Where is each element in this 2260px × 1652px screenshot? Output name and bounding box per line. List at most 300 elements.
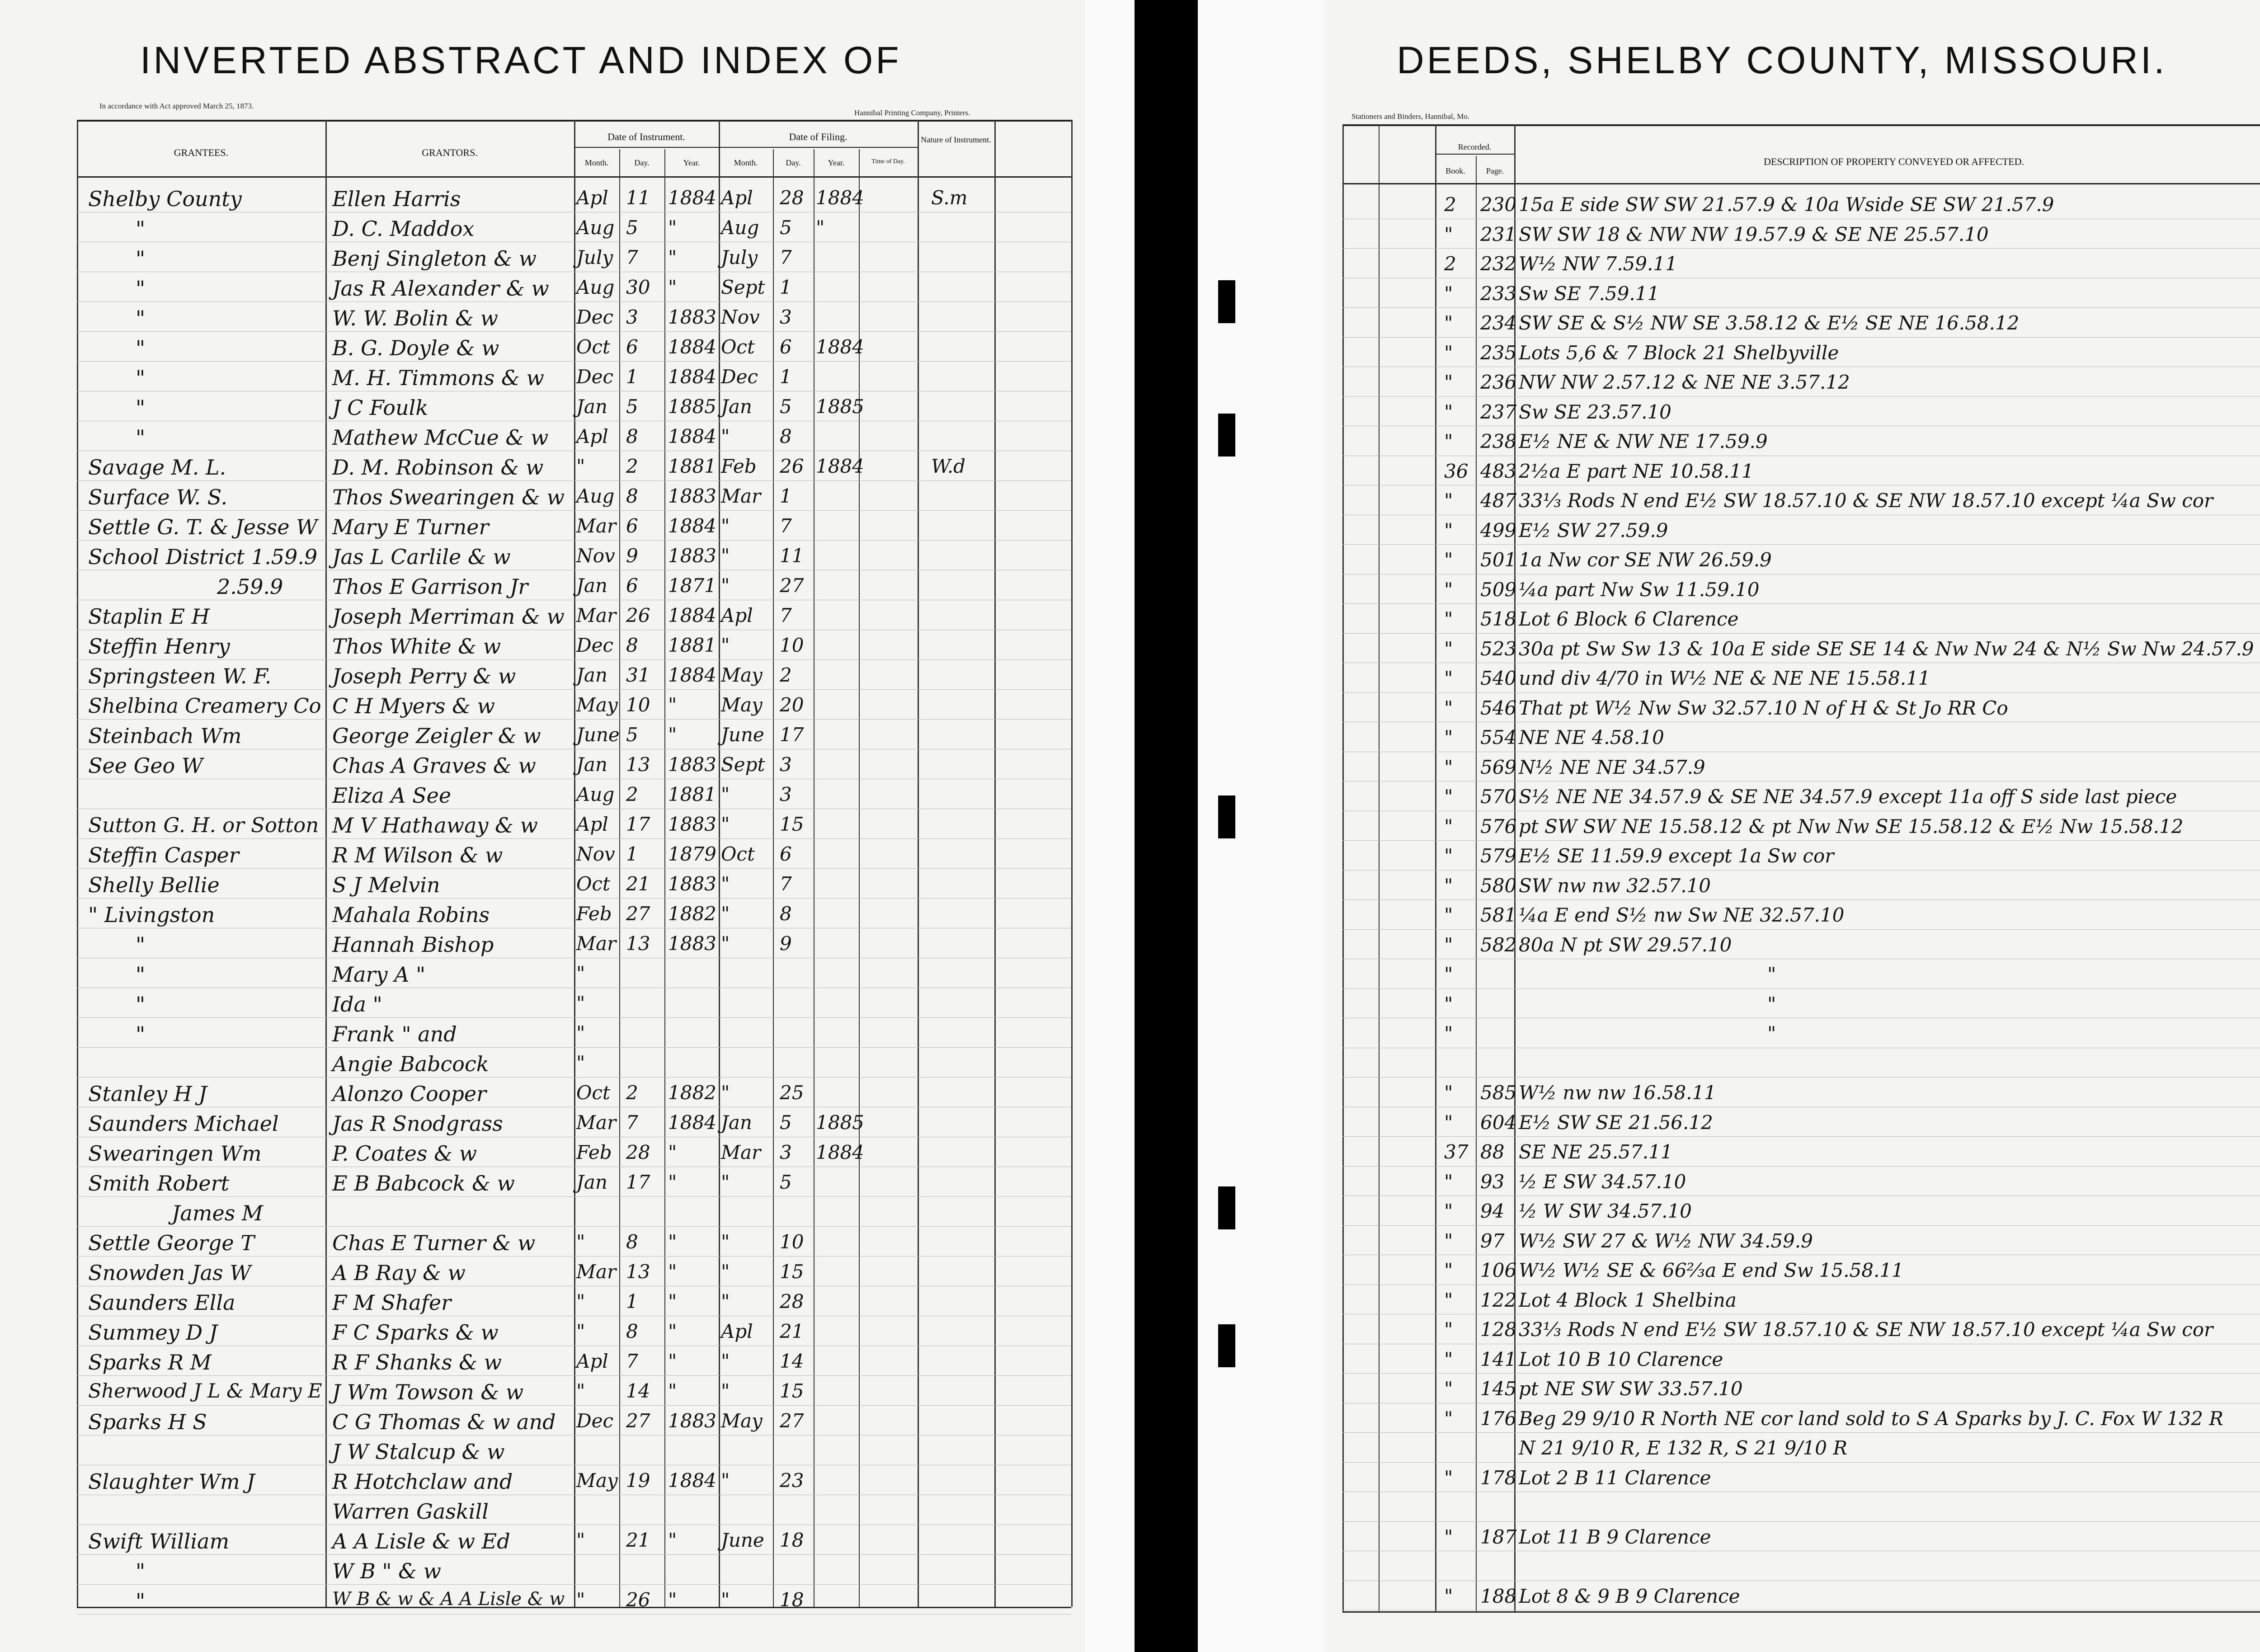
row-rule <box>1342 1225 2260 1226</box>
row-rule <box>1342 1521 2260 1522</box>
column-divider <box>1435 124 1436 1611</box>
row-rule <box>77 1256 1071 1257</box>
column-divider <box>918 120 919 1607</box>
inst-month-cell: Jan <box>576 1171 607 1193</box>
book-cell: " <box>1444 697 1453 719</box>
book-cell: " <box>1444 371 1453 393</box>
grantee-cell: Sparks R M <box>88 1350 212 1374</box>
page-cell: 188 <box>1480 1585 1517 1607</box>
inst-month-cell: " <box>576 1320 585 1342</box>
description-cell: Lot 2 B 11 Clarence <box>1519 1467 1711 1489</box>
grantor-cell: D. M. Robinson & w <box>332 455 544 480</box>
inst-month-cell: " <box>576 1052 585 1074</box>
book-cell: " <box>1444 786 1453 808</box>
book-cell: " <box>1444 223 1453 245</box>
header-nature: Nature of Instrument. <box>921 135 991 144</box>
inst-year-cell: " <box>668 246 677 268</box>
grantor-cell: C H Myers & w <box>332 694 495 718</box>
fil-day-cell: 28 <box>780 1290 804 1313</box>
header-bottom-rule <box>1342 183 2260 184</box>
row-rule <box>77 1196 1071 1197</box>
fil-month-cell: " <box>721 634 730 656</box>
fil-day-cell: 1 <box>780 366 792 388</box>
inst-day-cell: 6 <box>626 515 638 537</box>
inst-month-cell: Apl <box>576 1350 608 1372</box>
book-cell: 37 <box>1444 1141 1469 1163</box>
fil-day-cell: 25 <box>780 1082 804 1104</box>
binding-hole <box>1218 795 1235 838</box>
book-cell: " <box>1444 934 1453 956</box>
inst-month-cell: Mar <box>576 932 617 955</box>
description-cell: ¼a E end S½ nw Sw NE 32.57.10 <box>1519 904 1845 926</box>
description-cell: Beg 29 9/10 R North NE cor land sold to S A Sparks by J. C. Fox W 132 R <box>1519 1407 2223 1430</box>
grantee-cell: Shelby County <box>88 187 242 211</box>
page-cell: 501 <box>1480 549 1517 571</box>
inst-day-cell: 17 <box>626 1171 650 1193</box>
description-cell: ¼a part Nw Sw 11.59.10 <box>1519 579 1760 601</box>
fil-year-cell: 1884 <box>816 336 864 358</box>
grantor-cell: B. G. Doyle & w <box>332 336 499 360</box>
page-cell: 238 <box>1480 430 1517 452</box>
fil-day-cell: 1 <box>780 485 792 507</box>
page-cell: 97 <box>1480 1230 1505 1252</box>
inst-year-cell: " <box>668 1261 677 1283</box>
column-divider <box>325 120 327 1607</box>
column-divider <box>664 149 665 1607</box>
row-rule <box>1342 337 2260 338</box>
inst-year-cell: " <box>668 694 677 716</box>
fil-day-cell: 3 <box>780 306 792 328</box>
fil-day-cell: 27 <box>780 574 804 597</box>
column-divider <box>1071 120 1073 1607</box>
inst-day-cell: 26 <box>626 604 650 626</box>
grantor-cell: Mahala Robins <box>332 903 490 927</box>
description-cell: Lot 4 Block 1 Shelbina <box>1519 1289 1737 1311</box>
row-rule <box>77 689 1071 690</box>
inst-month-cell: Aug <box>576 217 615 239</box>
grantee-cell: Savage M. L. <box>88 455 226 480</box>
inst-year-cell: " <box>668 1141 677 1163</box>
inst-month-cell: Dec <box>576 634 614 656</box>
inst-year-cell: 1881 <box>668 783 716 805</box>
header-recorded: Recorded. <box>1458 142 1492 151</box>
date-subheader-rule <box>574 147 918 148</box>
grantor-cell: Joseph Perry & w <box>332 664 516 688</box>
fil-day-cell: 3 <box>780 1141 792 1163</box>
inst-year-cell: " <box>668 1380 677 1402</box>
description-cell: NW NW 2.57.12 & NE NE 3.57.12 <box>1519 371 1850 393</box>
description-cell: E½ SE 11.59.9 except 1a Sw cor <box>1519 845 1834 867</box>
fil-day-cell: 5 <box>780 1111 792 1134</box>
grantor-cell: E B Babcock & w <box>332 1171 515 1195</box>
inst-month-cell: Feb <box>576 1141 612 1163</box>
book-cell: " <box>1444 1585 1453 1607</box>
grantor-cell: S J Melvin <box>332 873 440 897</box>
page-cell: 145 <box>1480 1378 1517 1400</box>
inst-month-cell: Aug <box>576 276 615 298</box>
inst-day-cell: 5 <box>626 724 638 746</box>
fil-day-cell: 3 <box>780 753 792 776</box>
inst-day-cell: 2 <box>626 1082 638 1104</box>
inst-month-cell: " <box>576 1290 585 1313</box>
row-rule <box>77 1226 1071 1227</box>
binding-hole <box>1155 1182 1172 1225</box>
fil-month-cell: " <box>721 903 730 925</box>
fil-day-cell: 23 <box>780 1469 804 1492</box>
inst-year-cell: 1883 <box>668 485 716 507</box>
fil-year-cell: 1884 <box>816 455 864 477</box>
inst-month-cell: May <box>576 694 618 716</box>
description-cell: That pt W½ Nw Sw 32.57.10 N of H & St Jo RR Co <box>1519 697 2008 719</box>
inst-day-cell: 1 <box>626 843 638 865</box>
header-page: Page. <box>1486 166 1504 175</box>
description-cell: N½ NE NE 34.57.9 <box>1519 756 1705 778</box>
page-cell: 604 <box>1480 1111 1517 1134</box>
page-cell: 585 <box>1480 1082 1517 1104</box>
fil-day-cell: 1 <box>780 276 792 298</box>
fil-day-cell: 15 <box>780 1380 804 1402</box>
description-cell: Sw SE 23.57.10 <box>1519 401 1671 423</box>
column-divider <box>1476 156 1477 1611</box>
grantee-cell: Sparks H S <box>88 1410 207 1434</box>
row-rule <box>77 480 1071 481</box>
inst-year-cell: " <box>668 276 677 298</box>
grantor-cell: Thos E Garrison Jr <box>332 574 528 599</box>
row-rule <box>1342 929 2260 930</box>
page-cell: 128 <box>1480 1318 1517 1341</box>
inst-day-cell: 9 <box>626 545 638 567</box>
book-cell: " <box>1444 875 1453 897</box>
inst-day-cell: 28 <box>626 1141 650 1163</box>
grantee-cell: Steinbach Wm <box>88 724 242 748</box>
page-cell: 230 <box>1480 193 1517 216</box>
inst-month-cell: Dec <box>576 1410 614 1432</box>
book-cell: " <box>1444 1200 1453 1222</box>
grantee-cell: Summey D J <box>88 1320 218 1345</box>
inst-year-cell: 1881 <box>668 455 716 477</box>
fil-month-cell: " <box>721 545 730 567</box>
inst-day-cell: 5 <box>626 217 638 239</box>
grantee-cell: Sherwood J L & Mary E <box>88 1380 322 1403</box>
header-time-of-day: Time of Day. <box>871 158 905 165</box>
header-book: Book. <box>1445 166 1465 175</box>
inst-day-cell: 8 <box>626 485 638 507</box>
inst-day-cell: 11 <box>626 187 650 209</box>
row-rule <box>1342 899 2260 900</box>
stationer-imprint: Stationers and Binders, Hannibal, Mo. <box>1351 112 1470 121</box>
grantee-cell: Saunders Ella <box>88 1290 235 1315</box>
row-rule <box>1342 870 2260 871</box>
inst-day-cell: 26 <box>626 1589 650 1611</box>
grantee-cell: " <box>136 246 146 271</box>
inst-year-cell: " <box>668 1320 677 1342</box>
page-cell: 579 <box>1480 845 1517 867</box>
fil-day-cell: 7 <box>780 246 792 268</box>
grantor-cell: Ida " <box>332 992 382 1017</box>
grantee-cell: " <box>136 1022 146 1046</box>
inst-month-cell: " <box>576 455 585 477</box>
row-rule <box>1342 603 2260 604</box>
fil-month-cell: Feb <box>721 455 757 477</box>
grantee-cell: " <box>136 1559 146 1583</box>
grantor-cell: Hannah Bishop <box>332 932 494 957</box>
fil-day-cell: 5 <box>780 1171 792 1193</box>
fil-day-cell: 5 <box>780 395 792 418</box>
fil-month-cell: Mar <box>721 485 761 507</box>
fil-month-cell: " <box>721 1231 730 1253</box>
inst-month-cell: " <box>576 1231 585 1253</box>
inst-month-cell: " <box>576 1380 585 1402</box>
inst-year-cell: " <box>668 724 677 746</box>
page-cell: 235 <box>1480 342 1517 364</box>
header-inst-month: Month. <box>584 158 609 167</box>
inst-year-cell: 1884 <box>668 515 716 537</box>
column-divider <box>773 149 774 1607</box>
description-cell: 1a Nw cor SE NW 26.59.9 <box>1519 549 1772 571</box>
grantee-cell: See Geo W <box>88 753 203 778</box>
book-cell: " <box>1444 993 1453 1015</box>
grantor-cell: R F Shanks & w <box>332 1350 502 1374</box>
description-cell: pt NE SW SW 33.57.10 <box>1519 1378 1743 1400</box>
page-cell: 187 <box>1480 1526 1517 1548</box>
book-cell: 36 <box>1444 460 1469 482</box>
fil-month-cell: " <box>721 1261 730 1283</box>
page-cell: 518 <box>1480 608 1517 630</box>
inst-year-cell: 1884 <box>668 664 716 686</box>
row-rule <box>77 1554 1071 1555</box>
fil-month-cell: Aug <box>721 217 759 239</box>
fil-day-cell: 2 <box>780 664 792 686</box>
fil-month-cell: Sept <box>721 753 765 776</box>
right-page-title: DEEDS, SHELBY COUNTY, MISSOURI. <box>1397 39 2167 81</box>
row-rule <box>1342 633 2260 634</box>
fil-month-cell: " <box>721 873 730 895</box>
fil-day-cell: 21 <box>780 1320 804 1342</box>
fil-month-cell: " <box>721 1290 730 1313</box>
header-inst-day: Day. <box>634 158 650 167</box>
column-divider <box>859 149 860 1607</box>
inst-year-cell: " <box>668 1171 677 1193</box>
left-ledger-page <box>0 0 1112 1652</box>
inst-month-cell: Dec <box>576 306 614 328</box>
book-cell: " <box>1444 489 1453 512</box>
book-cell: " <box>1444 549 1453 571</box>
description-cell: SE NE 25.57.11 <box>1519 1141 1673 1163</box>
inst-year-cell: 1884 <box>668 604 716 626</box>
fil-day-cell: 5 <box>780 217 792 239</box>
grantor-cell: A B Ray & w <box>332 1261 466 1285</box>
description-cell: ½ W SW 34.57.10 <box>1519 1200 1692 1222</box>
inst-day-cell: 13 <box>626 932 650 955</box>
page-cell: 546 <box>1480 697 1517 719</box>
grantee-cell: 2.59.9 <box>217 574 283 599</box>
grantee-cell: Swift William <box>88 1529 230 1553</box>
fil-month-cell: " <box>721 1171 730 1193</box>
fil-year-cell: 1884 <box>816 187 864 209</box>
fil-month-cell: Oct <box>721 843 755 865</box>
book-cell: " <box>1444 312 1453 334</box>
book-cell: " <box>1444 963 1453 985</box>
fil-day-cell: 18 <box>780 1589 804 1611</box>
inst-year-cell: 1883 <box>668 813 716 835</box>
page-cell: 487 <box>1480 489 1517 512</box>
act-note: In accordance with Act approved March 25, 1873. <box>99 102 254 110</box>
binding-strip-right <box>1198 0 1324 1652</box>
book-cell: " <box>1444 519 1453 541</box>
binding-hole <box>1155 791 1172 834</box>
binding-strip-left <box>1085 0 1135 1652</box>
grantor-cell: W. W. Bolin & w <box>332 306 499 330</box>
page-cell: 237 <box>1480 401 1517 423</box>
fil-month-cell: Apl <box>721 1320 753 1342</box>
grantee-cell: Saunders Michael <box>88 1111 279 1136</box>
grantee-cell: Settle G. T. & Jesse W <box>88 515 318 539</box>
inst-month-cell: " <box>576 962 585 984</box>
grantor-cell: W B & w & A A Lisle & w <box>332 1589 565 1610</box>
grantor-cell: Warren Gaskill <box>332 1499 489 1524</box>
grantor-cell: D. C. Maddox <box>332 217 475 241</box>
inst-year-cell: 1884 <box>668 425 716 447</box>
grantee-cell: " <box>136 306 146 330</box>
grantor-cell: Alonzo Cooper <box>332 1082 487 1106</box>
fil-day-cell: 8 <box>780 425 792 447</box>
fil-month-cell: July <box>721 246 758 268</box>
description-cell: SW SE & S½ NW SE 3.58.12 & E½ SE NE 16.58.12 <box>1519 312 2020 334</box>
inst-month-cell: Nov <box>576 545 615 567</box>
row-rule <box>77 361 1071 362</box>
grantee-cell: " <box>136 395 146 420</box>
fil-month-cell: Dec <box>721 366 758 388</box>
inst-day-cell: 3 <box>626 306 638 328</box>
inst-month-cell: July <box>576 246 613 268</box>
page-cell: 93 <box>1480 1171 1505 1193</box>
page-cell: 582 <box>1480 934 1517 956</box>
description-cell: W½ SW 27 & W½ NW 34.59.9 <box>1519 1230 1813 1252</box>
inst-month-cell: Aug <box>576 485 615 507</box>
fil-day-cell: 15 <box>780 813 804 835</box>
grantor-cell: Eliza A See <box>332 783 452 808</box>
inst-year-cell: 1882 <box>668 1082 716 1104</box>
description-cell: S½ NE NE 34.57.9 & SE NE 34.57.9 except 11a off S side last piece <box>1519 786 2177 808</box>
fil-month-cell: Apl <box>721 187 753 209</box>
book-cell: " <box>1444 756 1453 778</box>
inst-day-cell: 6 <box>626 574 638 597</box>
fil-month-cell: " <box>721 1082 730 1104</box>
row-rule <box>1342 1462 2260 1463</box>
fil-day-cell: 7 <box>780 515 792 537</box>
header-fil-day: Day. <box>786 158 801 167</box>
table-bottom-rule <box>1342 1611 2260 1613</box>
page-cell: 569 <box>1480 756 1517 778</box>
book-cell: " <box>1444 1348 1453 1370</box>
inst-day-cell: 8 <box>626 425 638 447</box>
grantee-cell: " <box>136 1589 146 1613</box>
inst-year-cell: 1883 <box>668 873 716 895</box>
inst-day-cell: 7 <box>626 1350 638 1372</box>
description-cell: SW SW 18 & NW NW 19.57.9 & SE NE 25.57.10 <box>1519 223 1989 245</box>
description-cell: Lot 8 & 9 B 9 Clarence <box>1519 1585 1740 1607</box>
fil-month-cell: " <box>721 1380 730 1402</box>
page-cell: 580 <box>1480 875 1517 897</box>
fil-day-cell: 17 <box>780 724 804 746</box>
fil-month-cell: " <box>721 813 730 835</box>
grantor-cell: J Wm Towson & w <box>332 1380 524 1404</box>
grantee-cell: " <box>136 276 146 301</box>
grantor-cell: P. Coates & w <box>332 1141 477 1166</box>
inst-day-cell: 17 <box>626 813 650 835</box>
grantee-cell: Steffin Casper <box>88 843 239 867</box>
fil-month-cell: May <box>721 664 763 686</box>
fil-month-cell: June <box>721 1529 764 1551</box>
inst-month-cell: Jan <box>576 395 607 418</box>
page-cell: 236 <box>1480 371 1517 393</box>
fil-day-cell: 18 <box>780 1529 804 1551</box>
inst-day-cell: 7 <box>626 1111 638 1134</box>
row-rule <box>1342 1195 2260 1196</box>
grantor-cell: M V Hathaway & w <box>332 813 538 838</box>
fil-day-cell: 10 <box>780 634 804 656</box>
grantor-cell: Mathew McCue & w <box>332 425 549 450</box>
grantee-cell: Surface W. S. <box>88 485 228 509</box>
fil-day-cell: 8 <box>780 903 792 925</box>
nature-cell: S.m <box>931 187 968 209</box>
inst-year-cell: 1884 <box>668 366 716 388</box>
inst-month-cell: Apl <box>576 187 608 209</box>
grantee-cell: " <box>136 425 146 450</box>
grantee-cell: Sutton G. H. or Sotton <box>88 813 319 837</box>
page-cell: 178 <box>1480 1467 1517 1489</box>
book-cell: " <box>1444 342 1453 364</box>
row-rule <box>77 898 1071 899</box>
column-divider <box>994 120 996 1607</box>
nature-cell: W.d <box>931 455 966 477</box>
inst-day-cell: 10 <box>626 694 650 716</box>
description-cell: " <box>1767 963 1776 985</box>
row-rule <box>77 868 1071 869</box>
fil-year-cell: 1884 <box>816 1141 864 1163</box>
page-cell: 231 <box>1480 223 1517 245</box>
book-cell: " <box>1444 608 1453 630</box>
inst-month-cell: Oct <box>576 336 610 358</box>
grantor-cell: R M Wilson & w <box>332 843 503 867</box>
description-cell: 33⅓ Rods N end E½ SW 18.57.10 & SE NW 18.57.10 except ¼a Sw cor <box>1519 1318 2213 1341</box>
right-ledger-page <box>1324 0 2260 1652</box>
binding-hole <box>1218 1324 1235 1367</box>
grantee-cell: " <box>136 992 146 1017</box>
row-rule <box>1342 1136 2260 1137</box>
inst-month-cell: " <box>576 1529 585 1551</box>
row-rule <box>77 659 1071 660</box>
book-cell: " <box>1444 1082 1453 1104</box>
page-cell: 176 <box>1480 1407 1517 1430</box>
inst-month-cell: Nov <box>576 843 615 865</box>
book-cell: " <box>1444 1022 1453 1045</box>
grantor-cell: W B " & w <box>332 1559 442 1583</box>
description-cell: W½ NW 7.59.11 <box>1519 253 1677 275</box>
fil-year-cell: 1885 <box>816 1111 864 1134</box>
description-cell: E½ SW 27.59.9 <box>1519 519 1668 541</box>
fil-day-cell: 27 <box>780 1410 804 1432</box>
binding-hole <box>1218 1186 1235 1229</box>
fil-month-cell: " <box>721 932 730 955</box>
book-cell: " <box>1444 401 1453 423</box>
header-date-of-filing: Date of Filing. <box>789 131 848 142</box>
page-cell: 554 <box>1480 726 1517 748</box>
description-cell: ½ E SW 34.57.10 <box>1519 1171 1686 1193</box>
inst-year-cell: 1881 <box>668 634 716 656</box>
grantor-cell: Ellen Harris <box>332 187 461 211</box>
inst-year-cell: 1883 <box>668 753 716 776</box>
